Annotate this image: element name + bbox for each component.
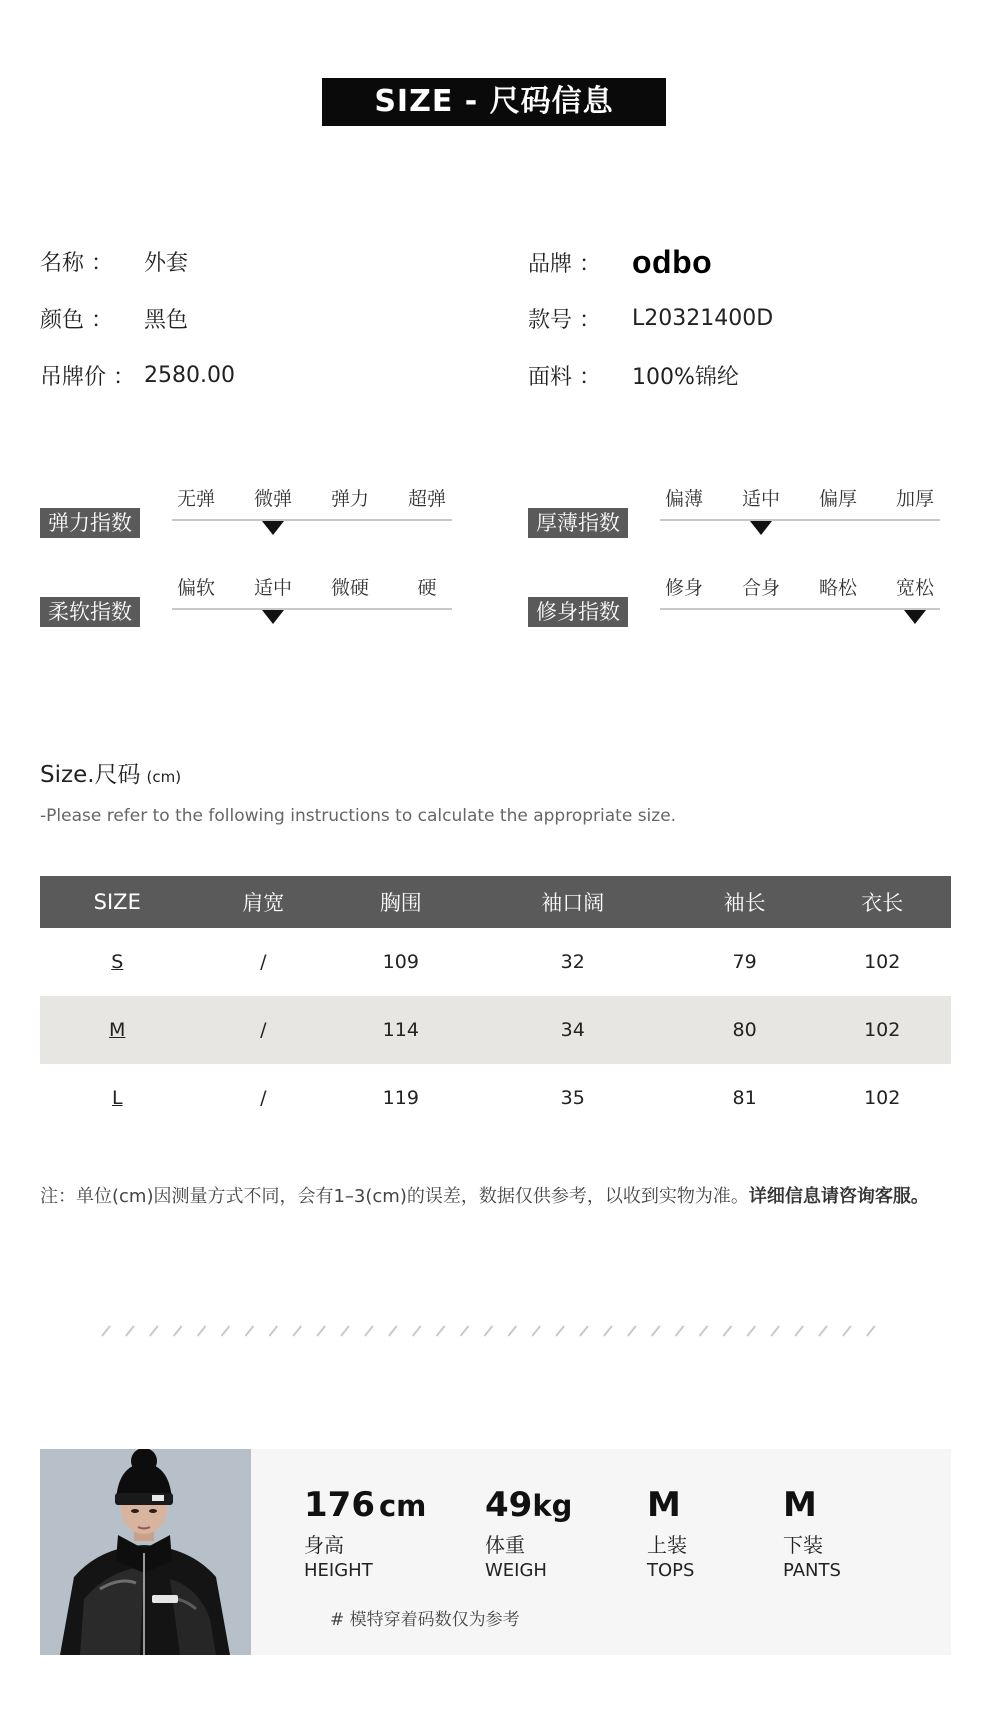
size-heading [40,756,181,789]
length-cell: 102 [813,996,951,1064]
divider-slash [771,1326,779,1336]
divider-slash [389,1326,397,1336]
model-top-size-label-cn: 上装 [647,1533,687,1557]
scale-option: 适中 [253,577,293,599]
page-title: SIZE - 尺码信息 [322,78,666,126]
size-heading-unit: (cm) [146,768,182,786]
scale-option: 超弹 [407,488,447,510]
fit-scale [528,573,948,643]
product-color-value: 黑色 [144,308,189,333]
product-brand-row [528,244,712,281]
model-pants-size-label-en: PANTS [783,1560,841,1581]
scale-option: 宽松 [895,577,935,599]
model-weight-label-en: WEIGH [485,1560,547,1581]
product-color-row [40,303,188,334]
scale-option: 合身 [741,577,781,599]
divider-slash [222,1326,230,1336]
model-illustration [40,1449,251,1655]
product-fabric-row [528,360,739,391]
scale-marker-icon [750,521,772,535]
size-cell: S [111,951,124,973]
note-text: 注：单位(cm)因测量方式不同，会有1–3(cm)的误差，数据仅供参考，以收到实物为准。 [40,1186,749,1207]
divider-slash [843,1326,851,1336]
scale-label: 弹力指数 [40,508,140,538]
size-table [40,876,951,1132]
model-height-label-cn: 身高 [304,1533,344,1557]
divider-slash [245,1326,253,1336]
header-size: SIZE [40,876,195,928]
scale-option: 偏软 [176,577,216,599]
divider-slash [317,1326,325,1336]
length-cell: 102 [864,1087,901,1109]
header-cuff: 袖口阔 [470,876,676,928]
product-fabric-label: 面料 ： [528,365,601,390]
scale-marker-icon [262,521,284,535]
size-instructions: -Please refer to the following instructions to calculate the appropriate size. [40,806,677,826]
product-price-value: 2580.00 [144,363,235,388]
product-name-label: 名称 ： [40,251,113,276]
scale-option: 偏厚 [818,488,858,510]
measurement-note [40,1182,929,1208]
slash-divider [100,1324,880,1338]
product-price-row [40,360,235,391]
header-sleeve: 袖长 [676,876,814,928]
scale-label: 厚薄指数 [528,508,628,538]
model-pants-size [783,1485,841,1581]
divider-slash [723,1326,731,1336]
divider-slash [461,1326,469,1336]
model-height-value: 176 cm [304,1485,427,1525]
scale-marker-icon [904,610,926,624]
cuff-cell: 32 [560,951,585,973]
size-table-header-row [40,876,951,928]
product-name-row [40,246,188,277]
divider-slash [150,1326,158,1336]
divider-slash [747,1326,755,1336]
header-chest: 胸围 [332,876,470,928]
header-shoulder: 肩宽 [195,876,333,928]
sleeve-cell: 80 [676,996,814,1064]
thickness-scale [528,484,948,554]
elasticity-scale [40,484,460,554]
scale-option: 修身 [664,577,704,599]
model-top-size-value: M [647,1485,681,1525]
divider-slash [341,1326,349,1336]
scale-option: 偏薄 [664,488,704,510]
model-top-size-label-en: TOPS [647,1560,695,1581]
divider-slash [580,1326,588,1336]
product-style-label: 款号 ： [528,308,601,333]
model-top-size [647,1485,694,1581]
size-cell: L [111,1087,123,1109]
scale-line [172,608,452,610]
table-row [40,928,951,996]
divider-slash [819,1326,827,1336]
model-height [304,1485,426,1581]
note-bold-text: 详细信息请咨询客服。 [748,1186,929,1207]
softness-scale [40,573,460,643]
scale-option: 略松 [818,577,858,599]
scale-line [660,608,940,610]
model-weight-label-cn: 体重 [485,1533,525,1557]
divider-slash [365,1326,373,1336]
size-cell: M [40,996,195,1064]
model-weight [485,1485,572,1581]
divider-slash [700,1326,708,1336]
divider-slash [269,1326,277,1336]
divider-slash [676,1326,684,1336]
divider-slash [293,1326,301,1336]
scale-option: 微硬 [330,577,370,599]
divider-slash [413,1326,421,1336]
cuff-cell: 34 [470,996,676,1064]
divider-slash [652,1326,660,1336]
product-style-row [528,303,773,334]
divider-slash [437,1326,445,1336]
chest-cell: 109 [382,951,419,973]
shoulder-cell: / [260,951,267,973]
table-row [40,1064,951,1132]
product-fabric-value: 100%锦纶 [632,365,739,390]
divider-slash [556,1326,564,1336]
model-size-note: # 模特穿着码数仅为参考 [330,1610,520,1630]
divider-slash [532,1326,540,1336]
scale-option: 硬 [417,577,437,599]
divider-slash [508,1326,516,1336]
scale-option: 弹力 [330,488,370,510]
product-style-value: L20321400D [632,306,774,331]
scale-line [172,519,452,521]
scale-option: 加厚 [895,488,935,510]
model-weight-value: 49kg [485,1485,573,1525]
sleeve-cell: 81 [732,1087,757,1109]
model-pants-size-value: M [783,1485,817,1525]
product-color-label: 颜色 ： [40,308,113,333]
product-brand-label: 品牌 ： [528,252,601,277]
divider-slash [867,1326,875,1336]
model-panel [40,1449,951,1655]
sleeve-cell: 79 [732,951,757,973]
scale-option: 微弹 [253,488,293,510]
divider-slash [604,1326,612,1336]
shoulder-cell: / [260,1087,267,1109]
scale-option: 适中 [741,488,781,510]
scale-label: 修身指数 [528,597,628,627]
brand-logo: odbo [632,244,713,280]
chest-cell: 119 [382,1087,419,1109]
divider-slash [198,1326,206,1336]
size-heading-text: Size.尺码 [40,762,141,788]
scale-label: 柔软指数 [40,597,140,627]
divider-slash [484,1326,492,1336]
chest-cell: 114 [332,996,470,1064]
cuff-cell: 35 [560,1087,585,1109]
divider-slash [126,1326,134,1336]
product-price-label: 吊牌价 ： [40,365,135,390]
divider-slash [174,1326,182,1336]
header-length: 衣长 [813,876,951,928]
model-height-label-en: HEIGHT [304,1560,373,1581]
scale-marker-icon [262,610,284,624]
model-pants-size-label-cn: 下装 [783,1533,823,1557]
divider-slash [102,1326,110,1336]
model-photo [40,1449,251,1655]
shoulder-cell: / [195,996,333,1064]
divider-slash [795,1326,803,1336]
product-name-value: 外套 [144,251,189,276]
scale-option: 无弹 [176,488,216,510]
scale-line [660,519,940,521]
length-cell: 102 [864,951,901,973]
divider-slash [628,1326,636,1336]
table-row [40,996,951,1064]
